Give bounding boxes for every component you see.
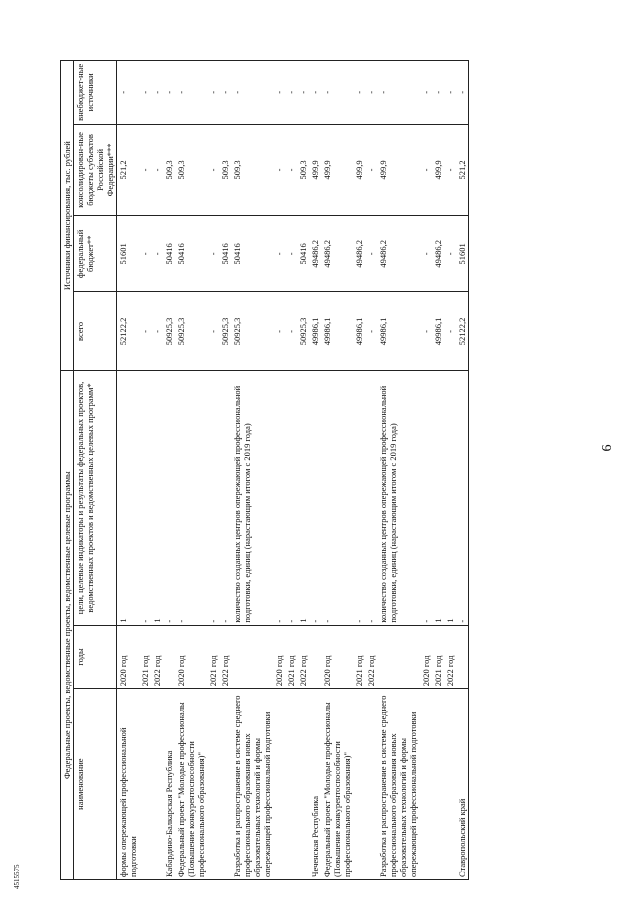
header-federal: федеральный бюджет** — [74, 216, 117, 292]
table-row — [163, 61, 175, 880]
table-row — [231, 61, 273, 880]
cell-indicator: 1 — [444, 371, 456, 625]
table-row — [309, 61, 321, 880]
cell-external: - — [420, 61, 432, 125]
cell-external: - — [207, 61, 219, 125]
cell-total: - — [151, 292, 163, 371]
table-body — [117, 61, 468, 880]
cell-external: - — [377, 61, 419, 125]
cell-regional: 521,2 — [117, 124, 140, 216]
cell-external: - — [285, 61, 297, 125]
cell-name — [139, 689, 151, 880]
cell-indicator: - — [353, 371, 365, 625]
table-row — [377, 61, 419, 880]
header-name: наименование — [74, 689, 117, 880]
cell-year: 2020 год — [117, 625, 140, 689]
cell-external: - — [456, 61, 469, 125]
cell-year: 2021 год — [139, 625, 151, 689]
cell-federal: - — [285, 216, 297, 292]
cell-year — [377, 625, 419, 689]
cell-name: Разработка и распространение в системе среднего профессионального образования новых образовательных технологий и формы опережающей профессиональной подготовки — [377, 689, 419, 880]
cell-name: Федеральный проект "Молодые профессионалы (Повышение конкурентоспособности профессионального образования)" — [175, 689, 207, 880]
cell-external: - — [163, 61, 175, 125]
cell-total: 49986,1 — [321, 292, 353, 371]
cell-total: - — [273, 292, 285, 371]
cell-total: 50925,3 — [219, 292, 231, 371]
cell-indicator: - — [285, 371, 297, 625]
header-external: внебюджет-ные источники — [74, 61, 117, 125]
cell-regional: - — [444, 124, 456, 216]
header-group-projects: Федеральные проекты, ведомственные проекты, ведомственные целевые программы — [61, 371, 74, 880]
page-number: 6 — [600, 444, 615, 452]
cell-external: - — [297, 61, 309, 125]
cell-year: 2020 год — [420, 625, 432, 689]
cell-total: 49986,1 — [309, 292, 321, 371]
cell-year — [163, 625, 175, 689]
cell-indicator: - — [163, 371, 175, 625]
document-code: 4515575 — [13, 864, 21, 889]
cell-federal: 49486,2 — [309, 216, 321, 292]
table-row — [273, 61, 285, 880]
cell-total: 49986,1 — [377, 292, 419, 371]
cell-total: - — [365, 292, 377, 371]
cell-federal: 49486,2 — [432, 216, 444, 292]
cell-federal: 50416 — [175, 216, 207, 292]
cell-federal: 50416 — [163, 216, 175, 292]
cell-name — [285, 689, 297, 880]
cell-regional: - — [365, 124, 377, 216]
cell-indicator: - — [321, 371, 353, 625]
cell-federal: - — [273, 216, 285, 292]
cell-total: - — [207, 292, 219, 371]
cell-regional: 509,3 — [175, 124, 207, 216]
cell-federal: 49486,2 — [321, 216, 353, 292]
cell-year: 2020 год — [321, 625, 353, 689]
cell-name: Кабардино-Балкарская Республика — [163, 689, 175, 880]
table-row — [444, 61, 456, 880]
cell-external: - — [139, 61, 151, 125]
cell-name — [273, 689, 285, 880]
cell-name — [444, 689, 456, 880]
cell-federal: - — [420, 216, 432, 292]
table-row — [285, 61, 297, 880]
cell-federal: - — [151, 216, 163, 292]
cell-indicator: 1 — [117, 371, 140, 625]
cell-regional: - — [420, 124, 432, 216]
cell-regional: 499,9 — [353, 124, 365, 216]
cell-total: 49986,1 — [432, 292, 444, 371]
cell-year: 2021 год — [432, 625, 444, 689]
cell-indicator: - — [309, 371, 321, 625]
table-row — [420, 61, 432, 880]
cell-federal: 51601 — [456, 216, 469, 292]
cell-external: - — [309, 61, 321, 125]
cell-total: - — [285, 292, 297, 371]
header-regional: консолидирован-ные бюджеты субъектов Российской Федерации*** — [74, 124, 117, 216]
rotated-table-container — [60, 60, 620, 880]
cell-external: - — [321, 61, 353, 125]
cell-total: 52122,2 — [117, 292, 140, 371]
cell-total: - — [139, 292, 151, 371]
cell-federal: - — [365, 216, 377, 292]
cell-indicator: - — [139, 371, 151, 625]
cell-regional: - — [151, 124, 163, 216]
table-row — [297, 61, 309, 880]
cell-external: - — [273, 61, 285, 125]
cell-federal: 51601 — [117, 216, 140, 292]
financing-table — [60, 60, 469, 880]
table-row — [117, 61, 140, 880]
cell-total: 50925,3 — [175, 292, 207, 371]
cell-year: 2022 год — [297, 625, 309, 689]
table-row — [175, 61, 207, 880]
cell-year: 2020 год — [175, 625, 207, 689]
cell-year — [456, 625, 469, 689]
cell-regional: - — [285, 124, 297, 216]
header-group-financing: Источники финансирования, тыс. рублей — [61, 61, 74, 371]
cell-name — [219, 689, 231, 880]
table-row — [353, 61, 365, 880]
cell-federal: 50416 — [219, 216, 231, 292]
cell-year: 2021 год — [207, 625, 219, 689]
cell-external: - — [231, 61, 273, 125]
cell-name — [432, 689, 444, 880]
cell-indicator: 1 — [151, 371, 163, 625]
table-row — [456, 61, 469, 880]
table-row — [432, 61, 444, 880]
cell-name — [353, 689, 365, 880]
cell-federal: 49486,2 — [353, 216, 365, 292]
cell-regional: - — [139, 124, 151, 216]
cell-name: Разработка и распространение в системе среднего профессионального образования новых образовательных технологий и формы опережающей профессиональной подготовки — [231, 689, 273, 880]
cell-federal: 50416 — [297, 216, 309, 292]
cell-year: 2022 год — [219, 625, 231, 689]
cell-external: - — [151, 61, 163, 125]
cell-year: 2022 год — [444, 625, 456, 689]
cell-regional: 499,9 — [321, 124, 353, 216]
cell-external: - — [365, 61, 377, 125]
cell-federal: 50416 — [231, 216, 273, 292]
cell-regional: 499,9 — [377, 124, 419, 216]
cell-year — [231, 625, 273, 689]
cell-total: 50925,3 — [231, 292, 273, 371]
cell-name — [365, 689, 377, 880]
table-row — [321, 61, 353, 880]
cell-indicator: - — [456, 371, 469, 625]
cell-external: - — [432, 61, 444, 125]
table-row — [151, 61, 163, 880]
cell-regional: 509,3 — [219, 124, 231, 216]
cell-indicator: - — [365, 371, 377, 625]
cell-federal: 49486,2 — [377, 216, 419, 292]
cell-year: 2021 год — [353, 625, 365, 689]
cell-name — [297, 689, 309, 880]
cell-name: формы опережающей профессиональной подготовки — [117, 689, 140, 880]
cell-external: - — [175, 61, 207, 125]
table-row — [219, 61, 231, 880]
cell-regional: 521,2 — [456, 124, 469, 216]
cell-total: - — [420, 292, 432, 371]
cell-regional: 509,3 — [297, 124, 309, 216]
table-row — [207, 61, 219, 880]
cell-external: - — [444, 61, 456, 125]
cell-regional: - — [207, 124, 219, 216]
cell-year: 2021 год — [285, 625, 297, 689]
cell-regional: 499,9 — [309, 124, 321, 216]
cell-indicator: 1 — [432, 371, 444, 625]
cell-federal: - — [207, 216, 219, 292]
cell-indicator: - — [175, 371, 207, 625]
cell-name: Федеральный проект "Молодые профессионалы (Повышение конкурентоспособности профессионального образования)" — [321, 689, 353, 880]
cell-total: - — [444, 292, 456, 371]
cell-indicator: количество созданных центров опережающей профессиональной подготовки, единиц (нарастающим итогом с 2019 года) — [377, 371, 419, 625]
cell-indicator: - — [207, 371, 219, 625]
cell-regional: - — [273, 124, 285, 216]
cell-indicator: количество созданных центров опережающей профессиональной подготовки, единиц (нарастающим итогом с 2019 года) — [231, 371, 273, 625]
cell-total: 52122,2 — [456, 292, 469, 371]
cell-name — [207, 689, 219, 880]
cell-year: 2022 год — [151, 625, 163, 689]
cell-name — [420, 689, 432, 880]
cell-external: - — [117, 61, 140, 125]
cell-regional: 499,9 — [432, 124, 444, 216]
header-indicators: цели, целевые индикаторы и результаты федеральных проектов, ведомственных проектов и ведомственных целевых программ* — [74, 371, 117, 625]
table-row — [365, 61, 377, 880]
cell-total: 50925,3 — [297, 292, 309, 371]
cell-year: 2022 год — [365, 625, 377, 689]
cell-indicator: - — [273, 371, 285, 625]
cell-regional: 509,3 — [231, 124, 273, 216]
cell-name — [151, 689, 163, 880]
cell-indicator: 1 — [297, 371, 309, 625]
cell-indicator: - — [219, 371, 231, 625]
table-row — [139, 61, 151, 880]
header-year: годы — [74, 625, 117, 689]
cell-indicator: - — [420, 371, 432, 625]
cell-external: - — [219, 61, 231, 125]
cell-external: - — [353, 61, 365, 125]
cell-federal: - — [139, 216, 151, 292]
cell-federal: - — [444, 216, 456, 292]
cell-name: Ставропольский край — [456, 689, 469, 880]
cell-year: 2020 год — [273, 625, 285, 689]
cell-total: 50925,3 — [163, 292, 175, 371]
cell-total: 49986,1 — [353, 292, 365, 371]
cell-name: Чеченская Республика — [309, 689, 321, 880]
header-total: всего — [74, 292, 117, 371]
cell-year — [309, 625, 321, 689]
cell-regional: 509,3 — [163, 124, 175, 216]
